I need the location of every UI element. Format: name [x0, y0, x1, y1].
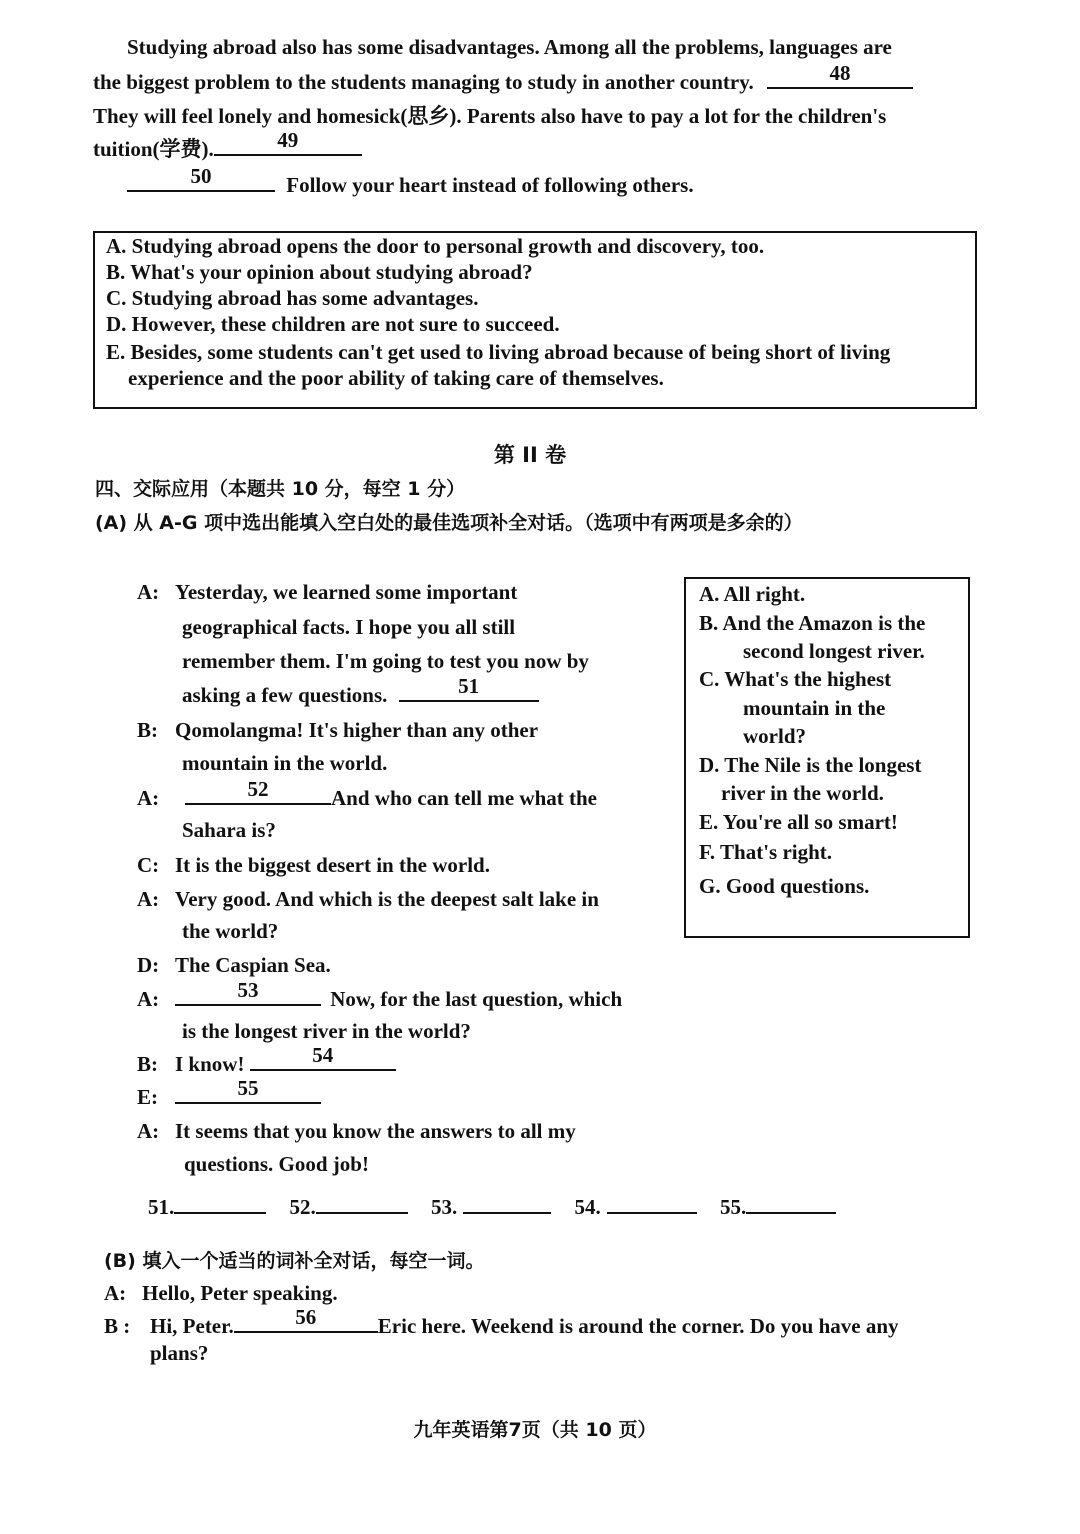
- dialogue-line-5: B: Qomolangma! It's higher than any other: [137, 718, 539, 742]
- dialogue-line-14: is the longest river in the world?: [182, 1019, 471, 1043]
- dialogue-line-16: E: 55: [137, 1082, 321, 1112]
- dialogue-line-6: mountain in the world.: [182, 751, 388, 775]
- passage-line-1: Studying abroad also has some disadvantages. Among all the problems, languages are: [127, 35, 892, 59]
- answer-blank-54[interactable]: [607, 1192, 697, 1214]
- part-b-line-3: plans?: [150, 1341, 209, 1365]
- blank-55[interactable]: 55: [175, 1082, 321, 1104]
- blank-51[interactable]: 51: [399, 680, 539, 702]
- dialogue-line-1: A: Yesterday, we learned some important: [137, 580, 518, 604]
- dialogue-line-8: Sahara is?: [182, 818, 276, 842]
- choice-g: G. Good questions.: [699, 874, 870, 898]
- answer-blank-55[interactable]: [746, 1192, 836, 1214]
- part-b-line-2: B : Hi, Peter. 56 Eric here. Weekend is around the corner. Do you have any: [104, 1305, 899, 1338]
- passage-line-2: the biggest problem to the students managing to study in another country. 48: [93, 67, 913, 97]
- choice-c-line-2: mountain in the: [743, 696, 886, 720]
- choice-c-line-3: world?: [743, 724, 806, 748]
- choice-a: A. All right.: [699, 582, 806, 606]
- dialogue-line-18: questions. Good job!: [184, 1152, 369, 1176]
- choice-d-line-1: D. The Nile is the longest: [699, 753, 922, 777]
- dialogue-line-4: asking a few questions. 51: [182, 680, 539, 710]
- blank-53[interactable]: 53: [175, 984, 321, 1006]
- dialogue-line-9: C: It is the biggest desert in the world.: [137, 853, 490, 877]
- blank-50[interactable]: 50: [127, 170, 275, 192]
- choice-e: E. You're all so smart!: [699, 810, 898, 834]
- option-b: B. What's your opinion about studying abroad?: [106, 260, 533, 284]
- passage-line-4: tuition(学费). 49: [93, 134, 362, 164]
- option-e-line-2: experience and the poor ability of taking care of themselves.: [128, 366, 664, 390]
- section-title: 四、交际应用（本题共 10 分，每空 1 分）: [95, 478, 466, 500]
- dialogue-line-7: A: 52 And who can tell me what the: [137, 777, 597, 810]
- choice-f: F. That's right.: [699, 840, 833, 864]
- blank-49[interactable]: 49: [214, 134, 362, 156]
- blank-54[interactable]: 54: [250, 1049, 396, 1071]
- volume-title: 第 II 卷: [493, 443, 567, 467]
- option-e-line-1: E. Besides, some students can't get used to living abroad because of being short of living: [106, 340, 891, 364]
- answer-blank-53[interactable]: [463, 1192, 551, 1214]
- sub-b-instruction: (B) 填入一个适当的词补全对话，每空一词。: [104, 1250, 485, 1272]
- dialogue-line-2: geographical facts. I hope you all still: [182, 615, 516, 639]
- answer-blank-51[interactable]: [174, 1192, 266, 1214]
- dialogue-line-15: B: I know! 54: [137, 1049, 396, 1079]
- option-d: D. However, these children are not sure to succeed.: [106, 312, 560, 336]
- choice-b-line-1: B. And the Amazon is the: [699, 611, 926, 635]
- choice-c-line-1: C. What's the highest: [699, 667, 892, 691]
- answer-row: 51. 52. 53. 54. 55.: [148, 1192, 836, 1222]
- blank-56[interactable]: 56: [234, 1311, 378, 1333]
- option-a: A. Studying abroad opens the door to personal growth and discovery, too.: [106, 234, 765, 258]
- choice-d-line-2: river in the world.: [721, 781, 884, 805]
- passage-line-3: They will feel lonely and homesick(思乡). Parents also have to pay a lot for the children's: [93, 104, 887, 128]
- dialogue-line-12: D: The Caspian Sea.: [137, 953, 331, 977]
- blank-48[interactable]: 48: [767, 67, 913, 89]
- page-footer: 九年英语第7页（共 10 页）: [413, 1419, 657, 1441]
- blank-52[interactable]: 52: [185, 783, 331, 805]
- dialogue-line-3: remember them. I'm going to test you now by: [182, 649, 589, 673]
- dialogue-line-10: A: Very good. And which is the deepest salt lake in: [137, 887, 599, 911]
- dialogue-line-13: A: 53 Now, for the last question, which: [137, 978, 623, 1011]
- passage-line-5: 50 Follow your heart instead of following others.: [127, 170, 694, 200]
- choice-b-line-2: second longest river.: [743, 639, 925, 663]
- answer-blank-52[interactable]: [316, 1192, 408, 1214]
- sub-a-instruction: (A) 从 A-G 项中选出能填入空白处的最佳选项补全对话。（选项中有两项是多余的）: [95, 512, 803, 534]
- option-c: C. Studying abroad has some advantages.: [106, 286, 479, 310]
- dialogue-line-17: A: It seems that you know the answers to all my: [137, 1119, 576, 1143]
- dialogue-line-11: the world?: [182, 919, 279, 943]
- part-b-line-1: A: Hello, Peter speaking.: [104, 1281, 338, 1305]
